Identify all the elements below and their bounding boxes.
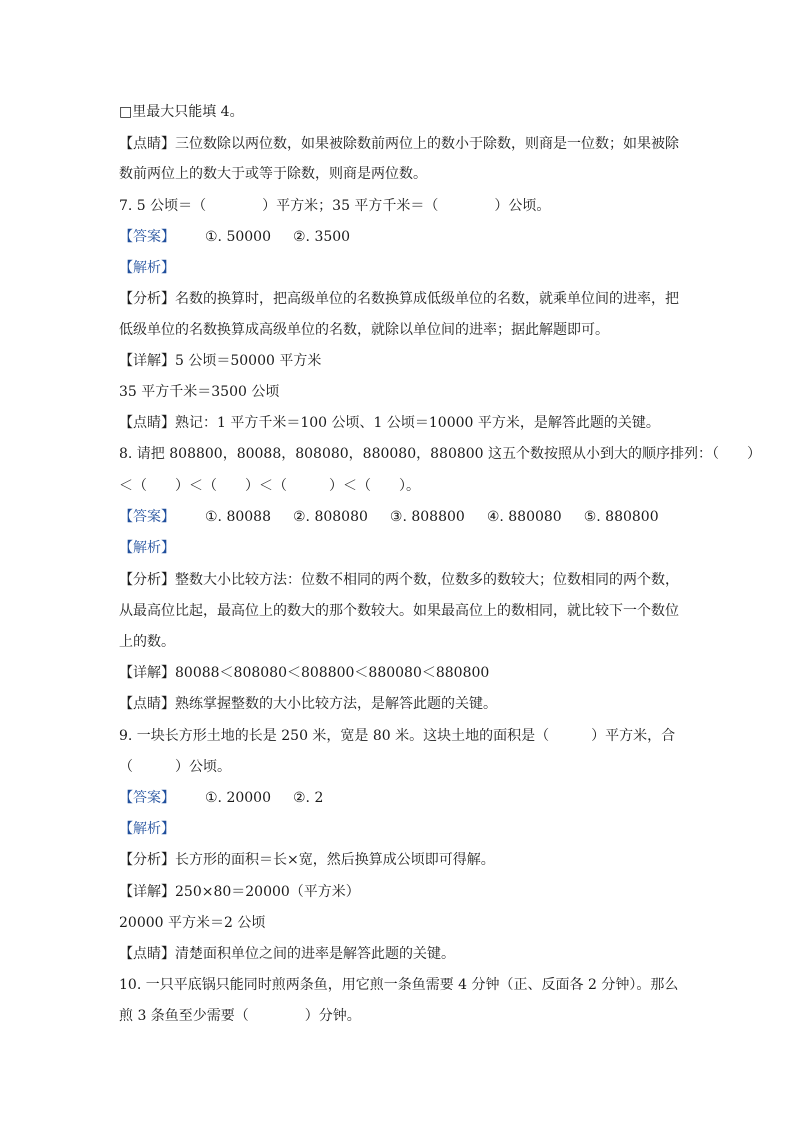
- answer-tag: 【答案】: [119, 229, 175, 245]
- answer-option: ②. 808080: [293, 509, 368, 525]
- answer-option: ②. 2: [293, 790, 324, 806]
- text-line: 【点睛】熟练掌握整数的大小比较方法，是解答此题的关键。: [119, 696, 497, 712]
- answer-line-q8: [119, 507, 659, 527]
- answer-option: ④. 880080: [486, 509, 562, 525]
- text-line: 煎 3 条鱼至少需要（ ）分钟。: [119, 1008, 361, 1024]
- question-9: 9. 一块长方形土地的长是 250 米，宽是 80 米。这块土地的面积是（ ）平方米，合: [119, 728, 676, 744]
- analysis-tag: 【解析】: [119, 540, 175, 556]
- analysis-tag: 【解析】: [119, 821, 175, 837]
- analysis-tag: 【解析】: [119, 260, 175, 276]
- text-line: □里最大只能填 4。: [119, 104, 244, 120]
- text-line: （ ）公顷。: [119, 759, 231, 775]
- question-10: 10. 一只平底锅只能同时煎两条鱼，用它煎一条鱼需要 4 分钟（正、反面各 2 分钟）。那么: [119, 977, 679, 993]
- answer-tag: 【答案】: [119, 790, 175, 806]
- text-line: 【详解】5 公顷＝50000 平方米: [119, 353, 322, 369]
- answer-option: ①. 20000: [205, 790, 271, 806]
- text-line: 【点睛】三位数除以两位数，如果被除数前两位上的数小于除数，则商是一位数；如果被除: [119, 136, 679, 152]
- answer-option: ⑤. 880800: [583, 509, 659, 525]
- answer-line-q9: [119, 788, 323, 808]
- question-7: 7. 5 公顷＝（ ）平方米；35 平方千米＝（ ）公顷。: [119, 198, 551, 214]
- text-line: 上的数。: [119, 634, 175, 650]
- text-line: 20000 平方米＝2 公顷: [119, 915, 266, 931]
- text-line: 【详解】250×80＝20000（平方米）: [119, 884, 360, 900]
- text-line: 【详解】80088＜808080＜808800＜880080＜880800: [119, 665, 490, 681]
- text-line: 35 平方千米＝3500 公顷: [119, 384, 280, 400]
- text-line: 【点睛】熟记：1 平方千米＝100 公顷、1 公顷＝10000 平方米，是解答此题的关键。: [119, 415, 660, 431]
- text-line: 数前两位上的数大于或等于除数，则商是两位数。: [119, 166, 427, 182]
- text-line: ＜（ ）＜（ ）＜（ ）＜（ ）。: [119, 478, 420, 494]
- answer-line-q7: [119, 227, 350, 247]
- text-line: 【点睛】清楚面积单位之间的进率是解答此题的关键。: [119, 946, 455, 962]
- answer-option: ③. 808800: [389, 509, 465, 525]
- text-line: 低级单位的名数换算成高级单位的名数，就除以单位间的进率；据此解题即可。: [119, 322, 609, 338]
- answer-option: ②. 3500: [293, 229, 351, 245]
- question-8: 8. 请把 808800，80088，808080，880080，880800 这五个数按照从小到大的顺序排列：（ ）: [119, 446, 762, 462]
- text-line: 从最高位比起，最高位上的数大的那个数较大。如果最高位上的数相同，就比较下一个数位: [119, 603, 679, 619]
- answer-option: ①. 50000: [205, 229, 271, 245]
- answer-option: ①. 80088: [205, 509, 271, 525]
- text-line: 【分析】整数大小比较方法：位数不相同的两个数，位数多的数较大；位数相同的两个数，: [119, 572, 679, 588]
- text-line: 【分析】长方形的面积＝长×宽，然后换算成公顷即可得解。: [119, 852, 495, 868]
- answer-tag: 【答案】: [119, 509, 175, 525]
- text-line: 【分析】名数的换算时，把高级单位的名数换算成低级单位的名数，就乘单位间的进率，把: [119, 291, 679, 307]
